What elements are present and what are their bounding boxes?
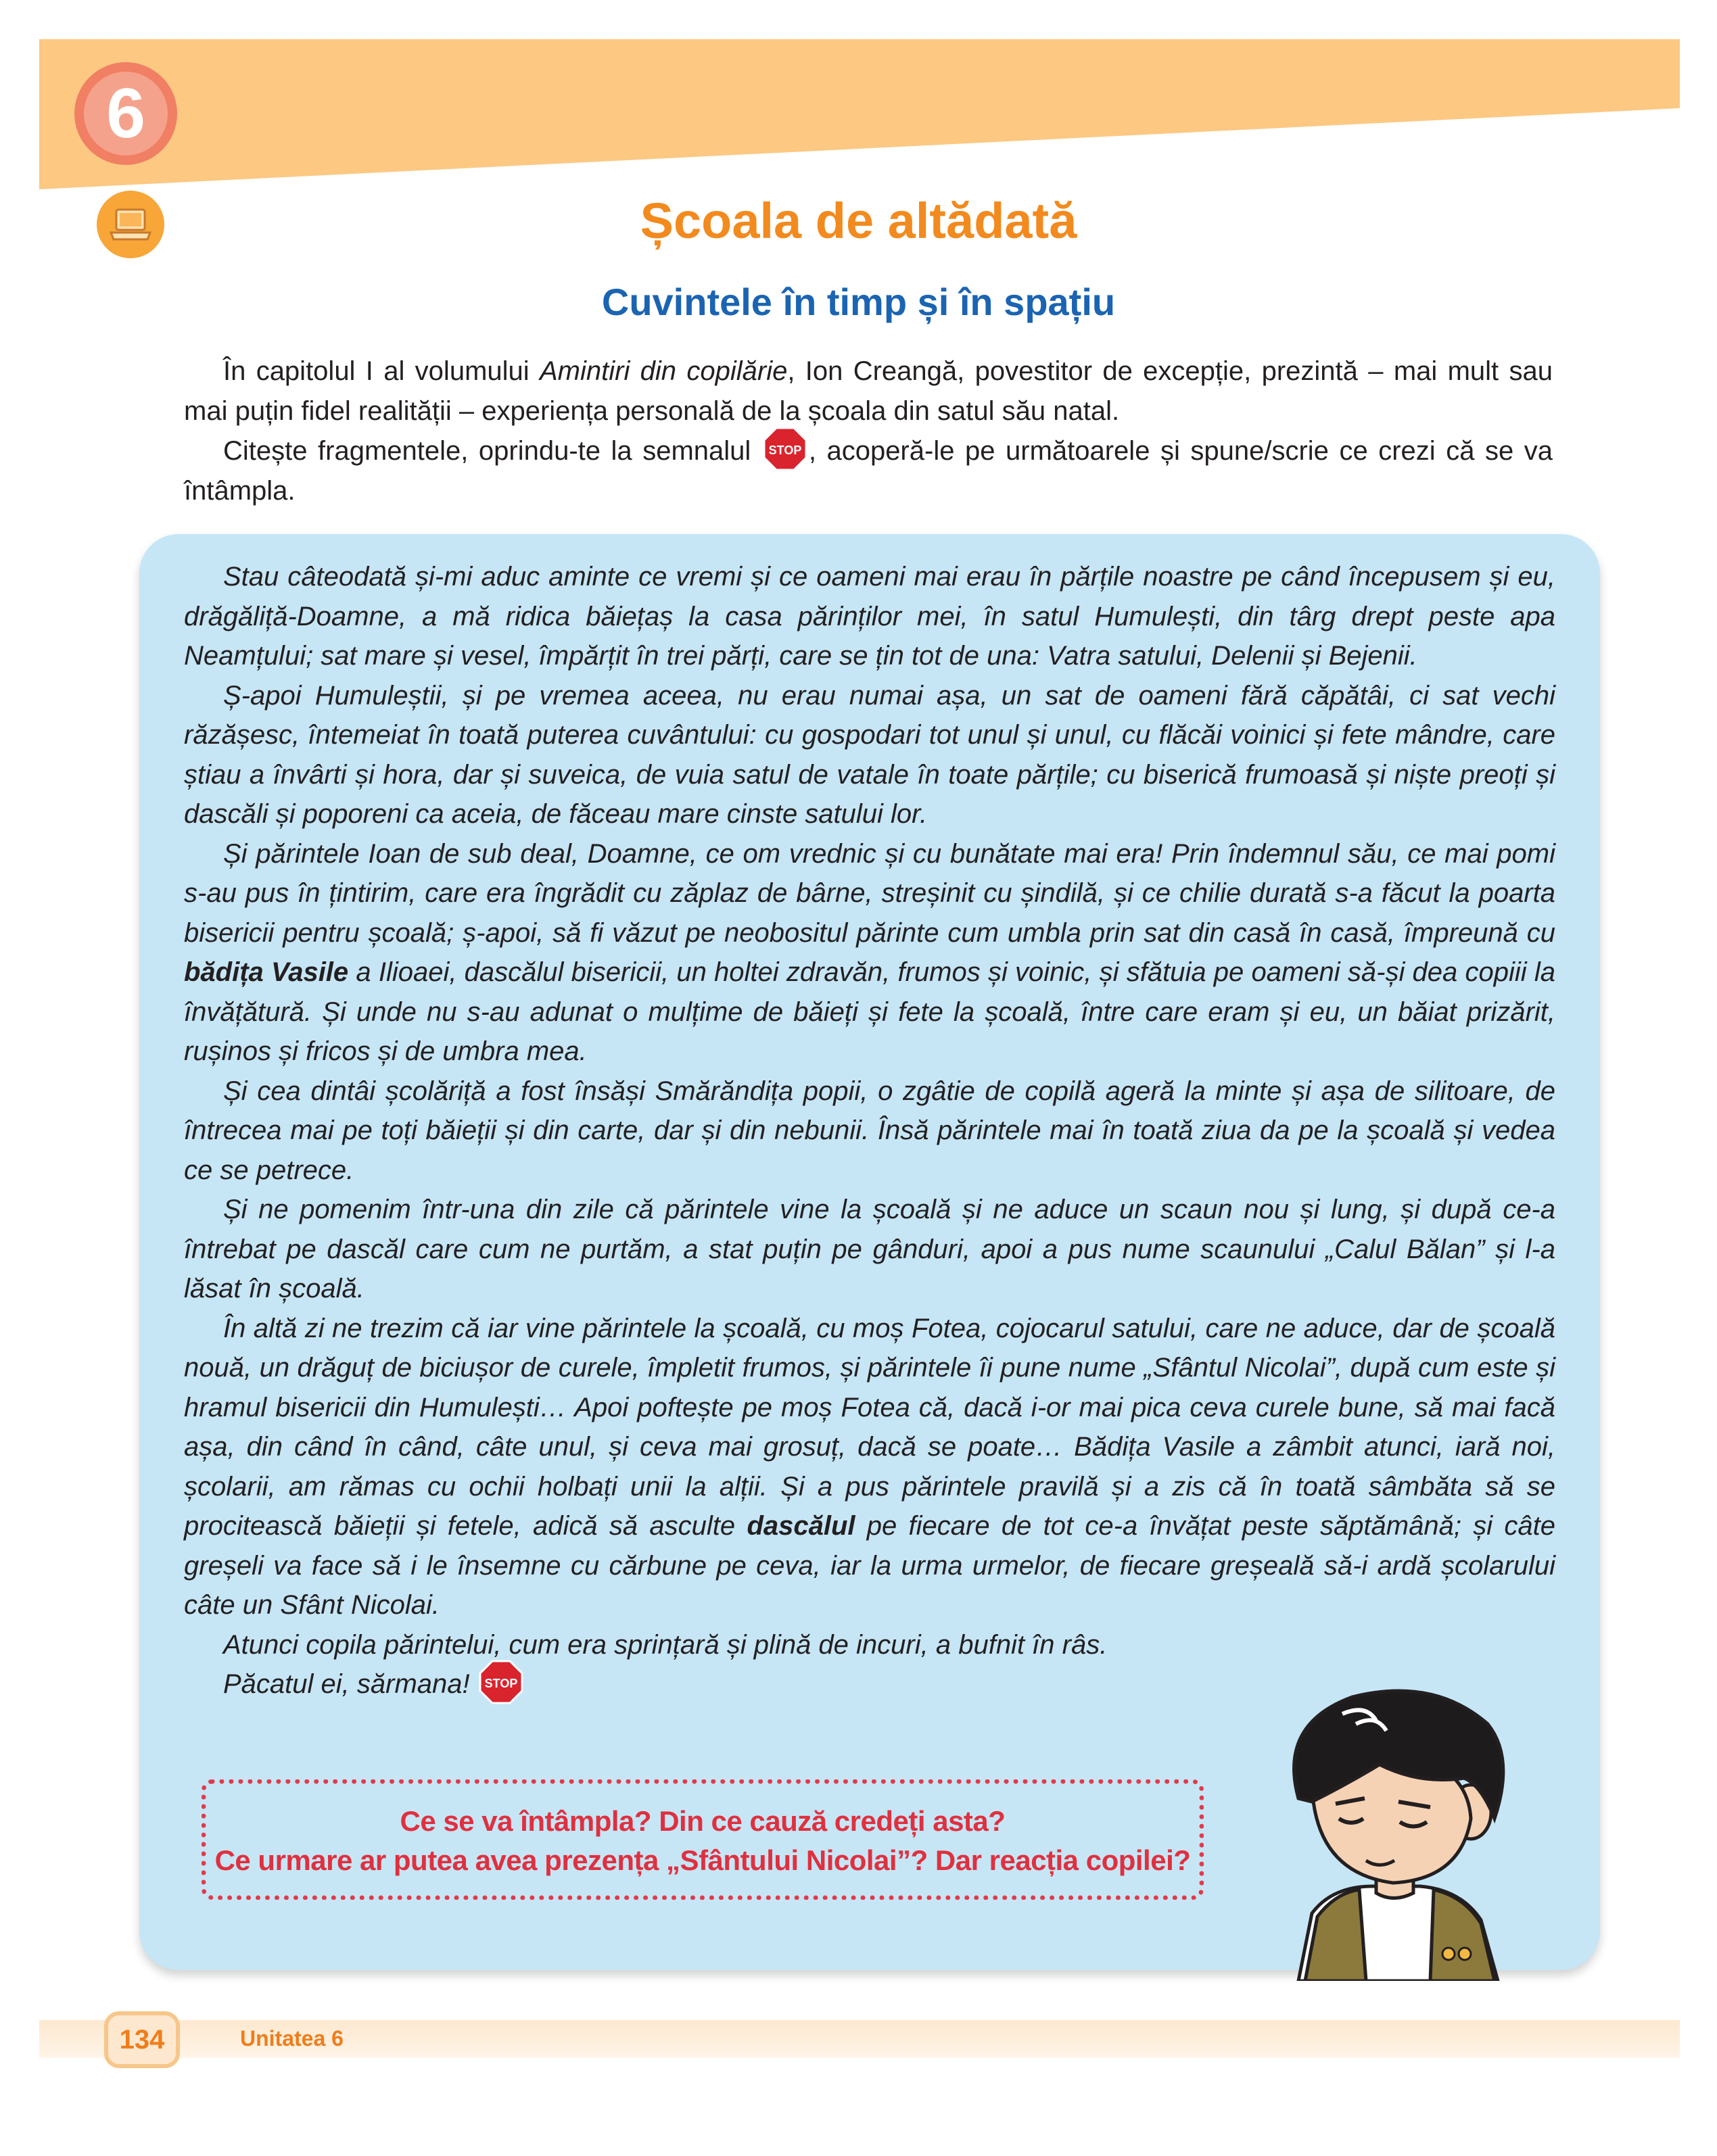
story-p6-end: pe fiecare de tot ce-a învățat peste săptămână; și câte greșeli va face să i le însemne cu cărbune pe ceva, iar la urma urmelor, de fiecare greșeală să-i ardă școlarului câte un Sfânt Nicolai. — [184, 1511, 1556, 1620]
intro-p2-start: Citește fragmentele, oprindu-te la semnalul — [223, 436, 761, 466]
story-paragraph-7: Atunci copila părintelui, cum era sprințară și plină de incuri, a bufnit în râs. — [223, 1629, 1108, 1660]
footer-unit-label: Unitatea 6 — [240, 2026, 344, 2051]
page-subtitle: Cuvintele în timp și în spațiu — [601, 281, 1116, 323]
intro-p1-start: În capitolul I al volumului — [223, 356, 540, 386]
highlight-badita-vasile: bădița Vasile — [184, 957, 349, 987]
story-p6-start: În altă zi ne trezim că iar vine părintele la școală, cu moș Fotea, cojocarul satului, care ne aduce, dar de școală nouă, un drăguț de biciușor de curele, împletit frumos, și părintele îi pune nume „Sfântul Nicolai”, după cum este și hramul bisericii din Humulești… Apoi poftește pe moș Fotea că, dacă i-or mai pica ceva curele bune, să mai facă așa, din când în când, câte unul, și ceva mai grosuț, dacă se poate… Bădița Vasile a zâmbit atunci, iară noi, școlarii, am rămas cu ochii holbați unii la alții. Și a pus părintele pravilă și a zis că în toată sâmbăta să se procitească băieții și fetele, adică să asculte — [184, 1313, 1555, 1541]
story-paragraph-2: Ș-apoi Humuleștii, și pe vremea aceea, nu erau numai așa, un sat de oameni fără căpătâi, ci sat vechi răzășesc, întemeiat în toată puterea cuvântului: cu gospodari tot unul și unul, cu flăcăi voinici și fete mândre, care știau a învârti și hora, dar și suveica, de vuia satul de vatale în toate părțile; cu biserică frumoasă și niște preoți și dascăli și poporeni ca aceia, de făceau mare cinste satului lor. — [184, 680, 1555, 829]
story-p8-text: Păcatul ei, sărmana! — [223, 1669, 470, 1699]
svg-text:STOP: STOP — [484, 1677, 518, 1691]
intro-text — [184, 352, 1553, 511]
story-p3-start: Și părintele Ioan de sub deal, Doamne, ce om vrednic și cu bunătate mai era! Prin îndemnul său, ce mai pomi s-au pus în țintirim, care era îngrădit cu zăplaz de bârne, streșinit cu șindilă, și ce chilie durată s-a făcut la poarta bisericii pentru școală; ș-apoi, să fi văzut pe neobositul părinte cum umbla prin sat din casă în casă, împreună cu — [184, 838, 1555, 948]
book-title: Amintiri din copilărie — [539, 356, 788, 386]
question-2: Ce urmare ar putea avea prezența „Sfântului Nicolai”? Dar reacția copilei? — [214, 1844, 1191, 1876]
story-paragraph-1: Stau câteodată și-mi aduc aminte ce vremi și ce oameni mai erau în părțile noastre pe când începusem și eu, drăgăliță-Doamne, a mă ridica băiețaș la casa părinților mei, în satul Humulești, din târg drept peste apa Neamțului; sat mare și vesel, împărțit în trei părți, care se țin tot de una: Vatra satului, Delenii și Bejenii. — [184, 562, 1555, 671]
intro-paragraph-2 — [184, 431, 1553, 511]
story-paragraph-3 — [184, 834, 1555, 1072]
intro-p1-end: , Ion Creangă, povestitor de excepție, prezintă – mai mult sau mai puțin fidel realității – experiența personală de la școala din satul său natal. — [184, 356, 1553, 426]
highlight-dascalul: dascălul — [747, 1511, 855, 1541]
story-p3-end: a Ilioaei, dascălul bisericii, un holtei zdravăn, frumos și voinic, și sfătuia pe oameni să-și dea copiii la învățătură. Și unde nu s-au adunat o mulțime de băieți și fete la școală, între care eram și eu, un băiat prizărit, rușinos și fricos și de umbra mea. — [184, 957, 1555, 1066]
question-1: Ce se va întâmpla? Din ce cauză credeți asta? — [400, 1805, 1006, 1837]
story-paragraph-5: Și ne pomenim într-una din zile că părintele vine la școală și ne aduce un scaun nou și lung, și după ce-a întrebat pe dascăl care cum ne purtăm, a stat puțin pe gânduri, apoi a pus nume scaunului „Calul Bălan” și l-a lăsat în școală. — [184, 1195, 1555, 1303]
intro-p2-end: , acoperă-le pe următoarele și spune/scrie ce crezi că se va întâmpla. — [184, 436, 1553, 506]
intro-paragraph-1 — [184, 352, 1553, 431]
story-fragment — [184, 557, 1555, 1704]
unit-number-badge — [74, 62, 177, 165]
page-title: Școala de altădată — [640, 193, 1077, 249]
svg-text:STOP: STOP — [768, 444, 802, 458]
page-number: 134 — [104, 2011, 180, 2068]
story-paragraph-4: Și cea dintâi școlăriță a fost însăși Smărăndița popii, o zgâtie de copilă ageră la minte și așa de silitoare, de întrecea mai pe toți băieții și din carte, dar și din nebunii. Însă părintele mai în toată ziua da pe la școală și vedea ce se petrece. — [184, 1076, 1555, 1185]
unit-number: 6 — [106, 74, 145, 153]
stop-sign-icon — [763, 427, 807, 471]
boy-illustration — [1197, 1683, 1616, 1981]
story-paragraph-6 — [184, 1309, 1555, 1625]
header-banner — [39, 39, 1680, 189]
stop-sign-icon — [479, 1660, 523, 1704]
